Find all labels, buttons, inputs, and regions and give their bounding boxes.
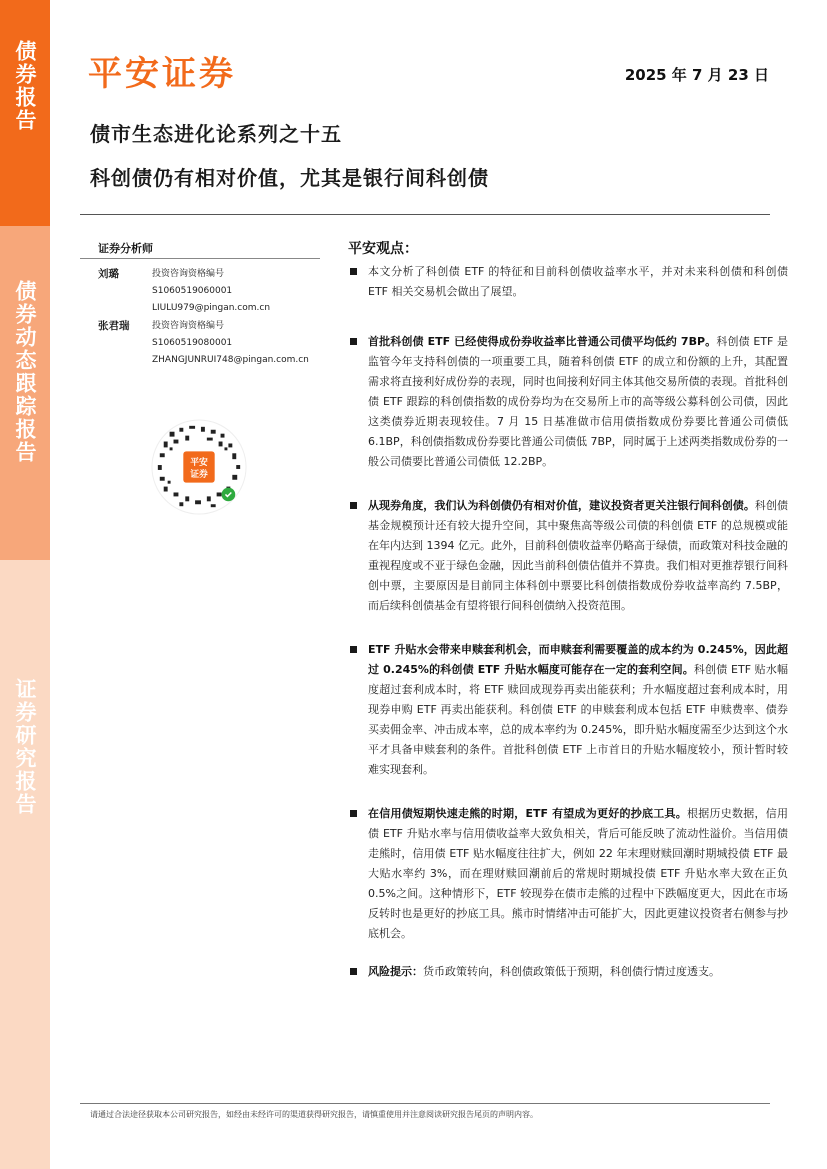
list-item: [348, 496, 788, 616]
point-body: 本文分析了科创债 ETF 的特征和目前科创债收益率水平，并对未来科创债和科创债 ETF 相关交易机会做出了展望。: [368, 265, 788, 298]
risk-lead: 风险提示：: [368, 965, 423, 978]
analyst-cert: S1060519060001: [152, 286, 233, 296]
footer-disclaimer: 请通过合法途径获取本公司研究报告，如经由未经许可的渠道获得研究报告，请慎重使用并注意阅读研究报告尾页的声明内容。: [90, 1110, 538, 1119]
analyst-divider: [80, 258, 320, 259]
key-points: [348, 262, 788, 1004]
qr-center-logo: 平安: [190, 458, 208, 469]
footer-divider: [80, 1103, 770, 1104]
point-body: 科创债基金规模预计还有较大提升空间，其中聚焦高等级公司债的科创债 ETF 的总规模或能在年内达到 1394 亿元。此外，目前科创债收益率仍略高于绿债，而政策对科技金融的重视程度或不亚于绿色金融，因此当前科创债估值并不算贵。我们相对更推荐银行间科创中票，主要原因是目前同主体科创中票要比科创债指数成份券收益率高约 7.5BP，而后续科创债基金有望将银行间科创债纳入投资范围。: [368, 499, 788, 612]
bullet-icon: [350, 338, 357, 345]
report-date: 2025 年 7 月 23 日: [624, 66, 769, 84]
header-divider: [80, 214, 770, 215]
point-body: 科创债 ETF 是监管今年支持科创债的一项重要工具，随着科创债 ETF 的成立和份额的上升，其配置需求将直接利好成份券的表现，同时也间接利好同主体其他交易所债的表现。首批科创债 ETF 跟踪的科创债指数的成份券均为在交易所上市的高等级公募科创公司债，因此这类债券近期表现较佳。7 月 15 日基准做市信用债指数成份券要比普通公司债低 6.1BP，科创债指数成份券要比普通公司债低 7BP，同时属于上述两类指数成份券的一般公司债要比普通公司债低 12.2BP。: [368, 335, 788, 468]
point-body: 根据历史数据，信用债 ETF 升贴水率与信用债收益率大致负相关，背后可能反映了流动性溢价。当信用债走熊时，信用债 ETF 贴水幅度往往扩大，例如 22 年末理财赎回潮时期城投债 ETF 最大贴水率约 3%，而在理财赎回潮前后的常规时期城投债 ETF 升贴水率大致在正负 0.5%之间。这种情形下，ETF 较现券在债市走熊的过程中下跌幅度更大，因此在市场反转时也是更好的抄底工具。熊市时情绪冲击可能扩大，因此更建议投资者右侧参与抄底机会。: [368, 807, 789, 940]
point-body: 科创债 ETF 贴水幅度超过套利成本时，将 ETF 赎回成现券再卖出能获利；升水幅度超过套利成本时，用现券申购 ETF 再卖出能获利。科创债 ETF 的申赎套利成本包括 ETF 申赎费率、债券买卖佣金率、冲击成本率，总的成本率约为 0.245%，即升贴水幅度需至少达到这个水平才具备申赎套利的条件。首批科创债 ETF 上市首日的升贴水幅度较小，预计暂时较难实现套利。: [368, 663, 788, 776]
analyst-email[interactable]: LIULU979@pingan.com.cn: [152, 303, 271, 313]
list-item: [348, 804, 788, 944]
sidebar-label-bond-report: 债券报告: [13, 40, 37, 132]
analyst-qual-label: 投资咨询资格编号: [152, 269, 225, 279]
point-lead: 首批科创债 ETF 已经使得成份券收益率比普通公司债平均低约 7BP。: [368, 335, 717, 348]
bullet-icon: [350, 968, 357, 975]
analyst-name: 刘璐: [98, 268, 119, 280]
point-lead: 在信用债短期快速走熊的时期，ETF 有望成为更好的抄底工具。: [368, 807, 688, 820]
bullet-icon: [350, 810, 357, 817]
sidebar: [0, 0, 50, 1169]
analyst-heading: 证券分析师: [98, 242, 153, 255]
point-lead: ETF 升贴水会带来申赎套利机会，而申赎套利需要覆盖的成本约为 0.245%，因此超过 0.245%的科创债 ETF 升贴水幅度可能存在一定的套利空间。: [368, 643, 788, 676]
list-item: [348, 262, 788, 302]
bullet-icon: [350, 646, 357, 653]
list-item: [348, 962, 788, 982]
analyst-qual-label: 投资咨询资格编号: [152, 321, 225, 331]
point-lead: 从现券角度，我们认为科创债仍有相对价值，建议投资者更关注银行间科创债。: [368, 499, 755, 512]
bullet-icon: [350, 502, 357, 509]
svg-text:证券: 证券: [190, 469, 208, 480]
analyst-cert: S1060519080001: [152, 338, 233, 348]
sidebar-label-tracking-report: 债券动态跟踪报告: [13, 280, 37, 464]
sidebar-block-report-type: [0, 0, 50, 226]
analyst-email[interactable]: ZHANGJUNRUI748@pingan.com.cn: [152, 355, 309, 365]
series-title: 债市生态进化论系列之十五: [90, 122, 342, 146]
page-title: 科创债仍有相对价值，尤其是银行间科创债: [90, 166, 489, 190]
sidebar-block-research: [0, 560, 50, 1169]
list-item: [348, 640, 788, 780]
qr-code[interactable]: [150, 418, 248, 516]
bullet-icon: [350, 268, 357, 275]
sidebar-label-research-report: 证券研究报告: [13, 678, 37, 816]
list-item: [348, 332, 788, 472]
company-logo: 平安证券: [88, 54, 236, 94]
analyst-name: 张君瑞: [98, 320, 130, 332]
view-heading: 平安观点：: [348, 241, 418, 257]
risk-body: 货币政策转向，科创债政策低于预期，科创债行情过度透支。: [423, 965, 720, 978]
sidebar-block-report-category: [0, 226, 50, 560]
